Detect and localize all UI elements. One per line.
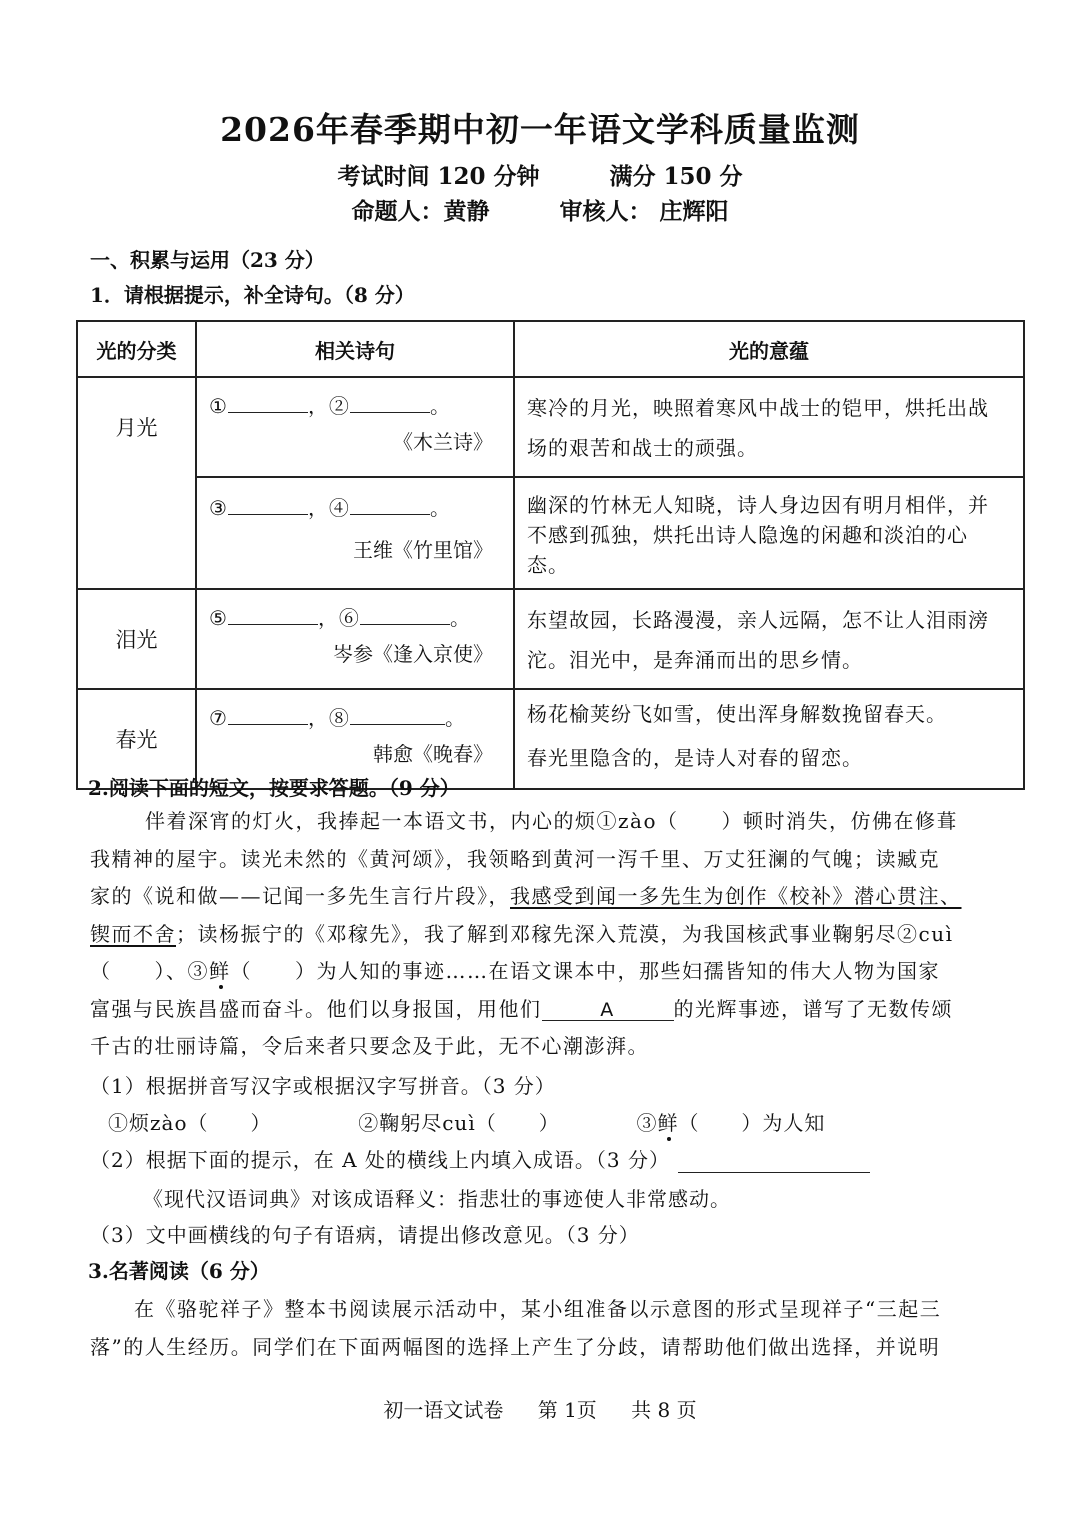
question-3-heading: 3.名著阅读（6 分） [88,1259,270,1283]
header-category: 光的分类 [77,321,196,377]
footer-page: 第 1页 [537,1398,597,1422]
category-moonlight: 月光 [77,377,196,589]
question-3-text: 在《骆驼祥子》整本书阅读展示活动中，某小组准备以示意图的形式呈现祥子“三起三 落”的人生经历。同学们在下面两幅图的选择上产生了分歧，请帮助他们做出选择，并说明 [90,1297,942,1359]
exam-time: 考试时间 120 分钟 [337,163,540,190]
page-title: 2026年春季期中初一年语文学科质量监测 [220,110,860,149]
footer-paper: 初一语文试卷 [383,1398,504,1422]
blank-a[interactable]: A [542,1000,674,1021]
poem-source: 《木兰诗》 [393,430,493,454]
underlined-sentence-end: 锲而不舍 [90,921,176,946]
author: 命题人：黄静 [351,198,490,225]
page-footer [0,1394,1080,1423]
blank-8[interactable] [350,706,445,725]
item-3[interactable]: ③鲜（ ）为人知 [636,1111,826,1135]
meaning-cell: 杨花榆荚纷飞如雪，使出浑身解数挽留春天。 春光里隐含的，是诗人对春的留恋。 [514,689,1024,789]
blank-6[interactable] [360,606,450,625]
meaning-cell: 幽深的竹林无人知晓，诗人身边因有明月相伴，并不感到孤独，烘托出诗人隐逸的闲趣和淡泊的心态。 [514,477,1024,589]
poem-cell: ① ，② 。 《木兰诗》 [196,377,514,477]
table-row [77,377,1024,477]
subquestion-1: （1）根据拼音写汉字或根据汉字写拼音。（3 分） [90,1074,556,1098]
footer-total: 共 8 页 [631,1398,697,1422]
poem-source: 韩愈《晚春》 [373,742,493,766]
poem-source: 岑参《逢入京使》 [333,642,493,666]
passage: 伴着深宵的灯火，我捧起一本语文书，内心的烦①zào（ ）顿时消失，仿佛在修葺 我精神的屋宇。读光未然的《黄河颂》，我领略到黄河一泻千里、万丈狂澜的气魄；读臧克 家的《说和做——记闻一多先生言行片段》，我感受到闻一多先生为创作《校补》潜心贯注、 锲而不舍；读杨振宁的《邓稼先》，我了解到邓稼先深入荒漠，为我国核武事业鞠躬尽②cuì （ ）、③鲜（ ）为人知的事迹……在语文课本中，那些妇孺皆知的伟大人物为国家 富强与民族昌盛而奋斗。他们以身报国，用他们 A 的光辉事迹，谱写了无数传颂 千古的壮丽诗篇，令后来者只要念及于此，无不心潮澎湃。 [90,809,962,1058]
subquestion-1-items [108,1107,825,1136]
subquestion-3: （3）文中画横线的句子有语病，请提出修改意见。（3 分） [90,1223,640,1247]
header-meaning: 光的意蕴 [514,321,1024,377]
author-line [0,193,1080,226]
category-tearlight: 泪光 [77,589,196,689]
subquestion-2: （2）根据下面的提示，在 A 处的横线上内填入成语。（3 分） [90,1144,870,1173]
blank-4[interactable] [350,496,430,515]
blank-3[interactable] [228,496,308,515]
meaning-cell: 东望故园，长路漫漫，亲人远隔，怎不让人泪雨滂沱。泪光中，是奔涌而出的思乡情。 [514,589,1024,689]
poem-cell: ③ ，④ 。 王维《竹里馆》 [196,477,514,589]
blank-7[interactable] [228,706,308,725]
poem-cell: ⑤ ，⑥ 。 岑参《逢入京使》 [196,589,514,689]
poem-table [76,320,1025,790]
subquestion-2-hint: 《现代汉语词典》对该成语释义：指悲壮的事迹使人非常感动。 [143,1187,731,1211]
dotted-char: 鲜 [209,959,231,983]
poem-cell: ⑦ ，⑧ 。 韩愈《晚春》 [196,689,514,789]
blank-1[interactable] [228,394,308,413]
header-poem: 相关诗句 [196,321,514,377]
answer-line[interactable] [678,1152,870,1173]
category-springlight: 春光 [77,689,196,789]
item-1[interactable]: ①烦zào（ ） [108,1111,272,1135]
reviewer: 审核人： 庄辉阳 [559,198,729,225]
table-row [77,477,1024,589]
item-2[interactable]: ②鞠躬尽cuì（ ） [358,1111,560,1135]
underlined-sentence: 我感受到闻一多先生为创作《校补》潜心贯注、 [510,884,962,908]
blank-2[interactable] [350,394,430,413]
question-1-heading: 1．请根据提示，补全诗句。（8 分） [90,283,415,307]
blank-5[interactable] [228,606,318,625]
question-2-heading: 2.阅读下面的短文，按要求答题。（9 分） [88,776,460,800]
poem-source: 王维《竹里馆》 [353,538,493,562]
exam-info-line [0,158,1080,191]
meaning-cell: 寒冷的月光，映照着寒风中战士的铠甲，烘托出战场的艰苦和战士的顽强。 [514,377,1024,477]
table-row [77,589,1024,689]
full-score: 满分 150 分 [609,163,743,190]
table-header-row [77,321,1024,377]
section-1-heading: 一、积累与运用（23 分） [90,248,325,272]
